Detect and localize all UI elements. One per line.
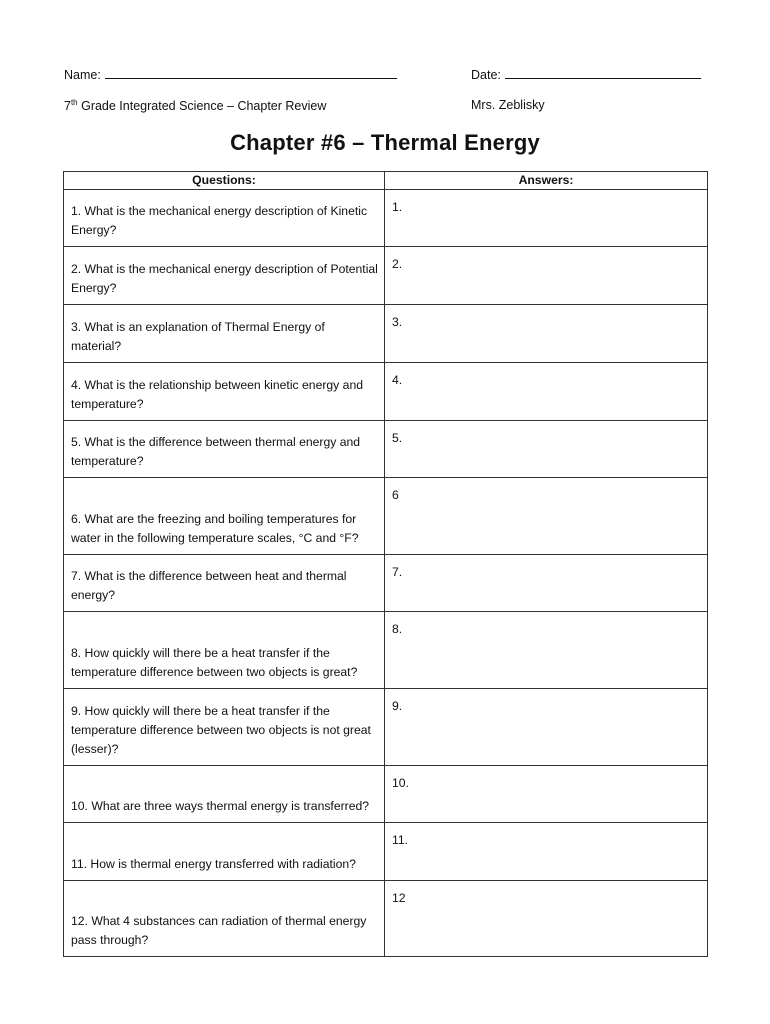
question-cell: 1. What is the mechanical energy description of Kinetic Energy? <box>64 190 385 247</box>
table-row <box>64 881 708 957</box>
answer-cell[interactable]: 12 <box>385 881 708 957</box>
question-cell: 12. What 4 substances can radiation of thermal energy pass through? <box>64 881 385 957</box>
course-text: Grade Integrated Science – Chapter Review <box>77 99 327 114</box>
name-field[interactable] <box>64 66 397 82</box>
question-cell: 7. What is the difference between heat and thermal energy? <box>64 555 385 612</box>
answer-cell[interactable]: 1. <box>385 190 708 247</box>
question-cell: 3. What is an explanation of Thermal Energy of material? <box>64 305 385 363</box>
table-row <box>64 421 708 478</box>
answers-header: Answers: <box>385 172 708 190</box>
date-line[interactable] <box>505 66 701 79</box>
course-line <box>64 98 326 113</box>
table-row <box>64 555 708 612</box>
name-line[interactable] <box>105 66 397 79</box>
answer-cell[interactable]: 7. <box>385 555 708 612</box>
date-label: Date: <box>471 68 501 82</box>
table-row <box>64 689 708 766</box>
table-header-row <box>64 172 708 190</box>
page-title: Chapter #6 – Thermal Energy <box>230 130 540 155</box>
question-cell: 11. How is thermal energy transferred with radiation? <box>64 823 385 881</box>
table-row <box>64 478 708 555</box>
table-row <box>64 247 708 305</box>
grade-number: 7 <box>64 99 71 114</box>
name-label: Name: <box>64 68 101 82</box>
answer-cell[interactable]: 5. <box>385 421 708 478</box>
answer-cell[interactable]: 6 <box>385 478 708 555</box>
question-cell: 4. What is the relationship between kinetic energy and temperature? <box>64 363 385 421</box>
answer-cell[interactable]: 2. <box>385 247 708 305</box>
table-row <box>64 190 708 247</box>
answer-cell[interactable]: 9. <box>385 689 708 766</box>
table-row <box>64 305 708 363</box>
question-cell: 9. How quickly will there be a heat transfer if the temperature difference between two objects is not great (lesser)? <box>64 689 385 766</box>
table-row <box>64 612 708 689</box>
questions-header: Questions: <box>64 172 385 190</box>
answer-cell[interactable]: 3. <box>385 305 708 363</box>
date-field[interactable] <box>471 66 701 82</box>
teacher-name: Mrs. Zeblisky <box>471 98 545 112</box>
question-cell: 5. What is the difference between thermal energy and temperature? <box>64 421 385 478</box>
grade-suffix: th <box>70 98 78 107</box>
review-table <box>63 171 708 957</box>
answer-cell[interactable]: 4. <box>385 363 708 421</box>
answer-cell[interactable]: 11. <box>385 823 708 881</box>
question-cell: 10. What are three ways thermal energy is transferred? <box>64 766 385 823</box>
answer-cell[interactable]: 10. <box>385 766 708 823</box>
question-cell: 2. What is the mechanical energy description of Potential Energy? <box>64 247 385 305</box>
table-row <box>64 766 708 823</box>
question-cell: 8. How quickly will there be a heat transfer if the temperature difference between two objects is great? <box>64 612 385 689</box>
answer-cell[interactable]: 8. <box>385 612 708 689</box>
table-row <box>64 823 708 881</box>
question-cell: 6. What are the freezing and boiling temperatures for water in the following temperature scales, °C and °F? <box>64 478 385 555</box>
table-row <box>64 363 708 421</box>
